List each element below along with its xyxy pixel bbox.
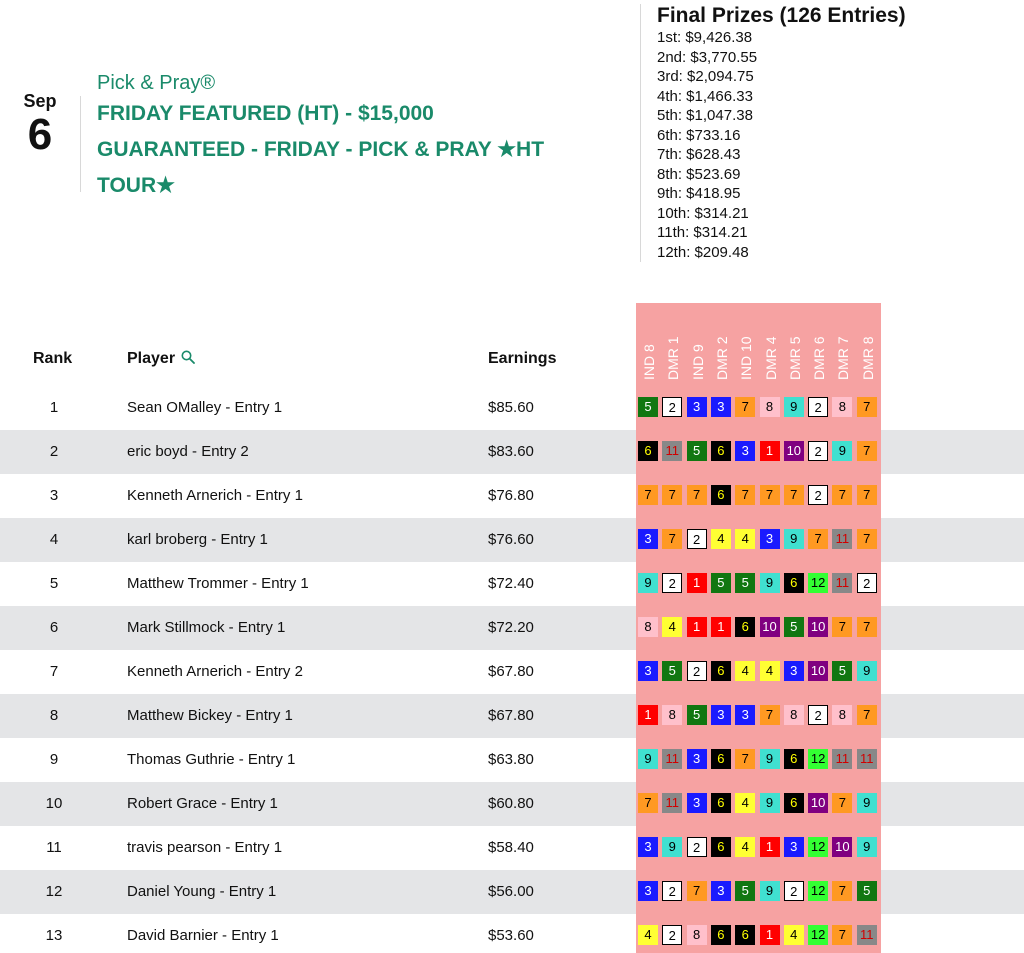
pick-chip: 12 [808, 881, 828, 901]
pick-chip: 3 [687, 397, 707, 417]
pick-chip: 2 [687, 529, 707, 549]
pick-chip: 2 [662, 573, 682, 593]
player-name[interactable]: Robert Grace - Entry 1 [127, 795, 278, 812]
pick-chip: 1 [687, 617, 707, 637]
pick-chip: 7 [832, 925, 852, 945]
earnings-cell: $53.60 [488, 927, 534, 944]
pick-chip: 3 [735, 441, 755, 461]
earnings-cell: $72.40 [488, 575, 534, 592]
pick-chip: 7 [857, 441, 877, 461]
pick-chip: 5 [662, 661, 682, 681]
earnings-cell: $67.80 [488, 663, 534, 680]
pick-chip: 3 [687, 793, 707, 813]
pick-chip: 1 [760, 837, 780, 857]
earnings-cell: $63.80 [488, 751, 534, 768]
pick-chip: 12 [808, 925, 828, 945]
prize-item: 5th: $1,047.38 [657, 107, 753, 124]
race-column-header[interactable]: DMR 1 [665, 336, 682, 380]
pick-chip: 3 [638, 529, 658, 549]
earnings-cell: $83.60 [488, 443, 534, 460]
player-name[interactable]: Daniel Young - Entry 1 [127, 883, 277, 900]
pick-chip: 9 [638, 749, 658, 769]
pick-chip: 4 [760, 661, 780, 681]
prize-item: 10th: $314.21 [657, 204, 749, 222]
earnings-cell: $56.00 [488, 883, 534, 900]
pick-chip: 7 [857, 485, 877, 505]
pick-chip: 3 [687, 749, 707, 769]
pick-chip: 10 [784, 441, 804, 461]
pick-chip: 8 [662, 705, 682, 725]
prize-item: 3rd: $2,094.75 [657, 68, 754, 85]
player-name[interactable]: David Barnier - Entry 1 [127, 927, 279, 944]
pick-chip: 1 [687, 573, 707, 593]
magnifier-icon[interactable] [181, 350, 195, 369]
rank-cell: 11 [46, 839, 62, 856]
pick-chip: 6 [711, 749, 731, 769]
prize-item: 6th: $733.16 [657, 126, 741, 144]
player-name[interactable]: Thomas Guthrie - Entry 1 [127, 751, 296, 768]
pick-chip: 2 [857, 573, 877, 593]
race-column-header[interactable]: DMR 4 [762, 336, 779, 380]
pick-chip: 7 [832, 793, 852, 813]
pick-chip: 7 [687, 881, 707, 901]
pick-chip: 7 [735, 397, 755, 417]
event-title-line-3: TOUR★ [97, 174, 175, 197]
game-type: Pick & Pray® [97, 72, 216, 94]
pick-chip: 8 [832, 397, 852, 417]
pick-chip: 9 [760, 881, 780, 901]
pick-chip: 11 [857, 749, 877, 769]
pick-chip: 9 [784, 529, 804, 549]
pick-chip: 2 [808, 397, 828, 417]
race-column-header[interactable]: IND 10 [738, 336, 755, 380]
pick-chip: 3 [638, 837, 658, 857]
pick-chip: 11 [662, 441, 682, 461]
player-name[interactable]: travis pearson - Entry 1 [127, 839, 283, 856]
rank-cell: 9 [49, 751, 59, 768]
pick-chip: 7 [857, 705, 877, 725]
pick-chip: 2 [687, 837, 707, 857]
pick-chip: 3 [711, 397, 731, 417]
pick-chip: 1 [638, 705, 658, 725]
pick-chip: 7 [784, 485, 804, 505]
pick-chip: 4 [662, 617, 682, 637]
pick-chip: 11 [662, 793, 682, 813]
pick-chip: 7 [735, 749, 755, 769]
pick-chip: 5 [735, 573, 755, 593]
pick-chip: 9 [857, 793, 877, 813]
event-date [0, 90, 80, 158]
pick-chip: 10 [808, 661, 828, 681]
pick-chip: 7 [760, 485, 780, 505]
earnings-header[interactable]: Earnings [488, 350, 557, 367]
pick-chip: 3 [711, 705, 731, 725]
pick-chip: 8 [784, 705, 804, 725]
pick-chip: 2 [687, 661, 707, 681]
prize-item: 2nd: $3,770.55 [657, 48, 758, 66]
event-day: 6 [27, 110, 53, 159]
pick-chip: 3 [711, 881, 731, 901]
player-name[interactable]: eric boyd - Entry 2 [127, 443, 249, 460]
rank-cell: 12 [45, 883, 63, 900]
pick-chip: 4 [638, 925, 658, 945]
pick-chip: 5 [687, 441, 707, 461]
earnings-cell: $58.40 [488, 839, 534, 856]
pick-chip: 6 [711, 661, 731, 681]
pick-chip: 11 [857, 925, 877, 945]
race-column-header[interactable]: DMR 8 [859, 336, 876, 380]
prize-item: 1st: $9,426.38 [657, 29, 753, 46]
pick-chip: 7 [735, 485, 755, 505]
rank-cell: 7 [49, 663, 59, 680]
prize-item: 4th: $1,466.33 [657, 87, 753, 105]
rank-cell: 6 [49, 619, 59, 636]
pick-chip: 3 [784, 837, 804, 857]
pick-chip: 6 [711, 837, 731, 857]
pick-chip: 7 [662, 529, 682, 549]
pick-chip: 3 [638, 881, 658, 901]
pick-chip: 9 [784, 397, 804, 417]
pick-chip: 4 [735, 837, 755, 857]
pick-chip: 7 [687, 485, 707, 505]
pick-chip: 5 [711, 573, 731, 593]
pick-chip: 6 [784, 749, 804, 769]
event-month: Sep [23, 91, 57, 111]
pick-chip: 4 [711, 529, 731, 549]
pick-chip: 9 [857, 837, 877, 857]
prizes-heading: Final Prizes (126 Entries) [657, 4, 906, 27]
pick-chip: 8 [687, 925, 707, 945]
race-column-header[interactable]: DMR 5 [786, 336, 803, 380]
pick-chip: 10 [760, 617, 780, 637]
pick-chip: 7 [638, 793, 658, 813]
pick-chip: 6 [784, 573, 804, 593]
pick-chip: 7 [662, 485, 682, 505]
pick-chip: 8 [638, 617, 658, 637]
pick-chip: 11 [832, 529, 852, 549]
pick-chip: 7 [857, 397, 877, 417]
pick-chip: 2 [784, 881, 804, 901]
pick-chip: 9 [662, 837, 682, 857]
pick-chip: 4 [735, 529, 755, 549]
pick-chip: 7 [857, 617, 877, 637]
player-header[interactable] [127, 350, 195, 369]
pick-chip: 6 [711, 925, 731, 945]
pick-chip: 7 [638, 485, 658, 505]
pick-chip: 3 [638, 661, 658, 681]
player-name[interactable]: Mark Stillmock - Entry 1 [127, 619, 286, 636]
pick-chip: 7 [808, 529, 828, 549]
pick-chip: 3 [784, 661, 804, 681]
player-name[interactable]: Kenneth Arnerich - Entry 2 [127, 663, 303, 680]
pick-chip: 11 [832, 749, 852, 769]
prize-item: 11th: $314.21 [657, 224, 748, 241]
player-name[interactable]: karl broberg - Entry 1 [127, 531, 268, 548]
pick-chip: 11 [662, 749, 682, 769]
pick-chip: 9 [760, 573, 780, 593]
pick-chip: 2 [808, 441, 828, 461]
player-name[interactable]: Kenneth Arnerich - Entry 1 [127, 487, 303, 504]
pick-chip: 9 [857, 661, 877, 681]
race-column-header[interactable]: DMR 2 [713, 336, 730, 380]
pick-chip: 7 [857, 529, 877, 549]
rank-header[interactable]: Rank [33, 350, 73, 367]
earnings-cell: $60.80 [488, 795, 534, 812]
pick-chip: 6 [735, 925, 755, 945]
pick-chip: 4 [784, 925, 804, 945]
date-divider [80, 96, 81, 192]
rank-cell: 3 [49, 487, 59, 504]
pick-chip: 5 [638, 397, 658, 417]
pick-chip: 5 [784, 617, 804, 637]
pick-chip: 12 [808, 573, 828, 593]
pick-chip: 8 [832, 705, 852, 725]
pick-chip: 10 [832, 837, 852, 857]
prize-list [657, 28, 1017, 262]
pick-chip: 2 [662, 881, 682, 901]
pick-chip: 7 [832, 485, 852, 505]
pick-chip: 7 [760, 705, 780, 725]
pick-chip: 12 [808, 837, 828, 857]
pick-chip: 1 [711, 617, 731, 637]
earnings-cell: $85.60 [488, 399, 534, 416]
prize-item: 12th: $209.48 [657, 243, 749, 261]
pick-chip: 9 [760, 749, 780, 769]
pick-chip: 6 [711, 793, 731, 813]
pick-chip: 2 [662, 397, 682, 417]
pick-chip: 1 [760, 925, 780, 945]
pick-chip: 6 [735, 617, 755, 637]
pick-chip: 2 [662, 925, 682, 945]
pick-chip: 12 [808, 749, 828, 769]
pick-chip: 2 [808, 705, 828, 725]
player-name[interactable]: Matthew Trommer - Entry 1 [127, 575, 309, 592]
race-column-header[interactable]: DMR 7 [835, 336, 852, 380]
race-column-header[interactable]: IND 9 [689, 344, 706, 380]
rank-cell: 4 [49, 531, 59, 548]
pick-chip: 9 [638, 573, 658, 593]
pick-chip: 5 [687, 705, 707, 725]
pick-chip: 6 [638, 441, 658, 461]
pick-chip: 1 [760, 441, 780, 461]
earnings-cell: $72.20 [488, 619, 534, 636]
pick-chip: 10 [808, 617, 828, 637]
pick-chip: 8 [760, 397, 780, 417]
pick-chip: 2 [808, 485, 828, 505]
pick-chip: 9 [760, 793, 780, 813]
player-header-label: Player [127, 350, 176, 367]
rank-cell: 10 [45, 795, 63, 812]
final-prizes [657, 4, 1017, 262]
pick-chip: 6 [711, 441, 731, 461]
rank-cell: 8 [49, 707, 59, 724]
rank-cell: 13 [45, 927, 63, 944]
pick-chip: 7 [832, 617, 852, 637]
pick-chip: 7 [832, 881, 852, 901]
earnings-cell: $76.60 [488, 531, 534, 548]
pick-chip: 5 [857, 881, 877, 901]
race-column-header[interactable]: IND 8 [641, 344, 657, 380]
earnings-cell: $76.80 [488, 487, 534, 504]
prize-item: 7th: $628.43 [657, 146, 741, 163]
rank-cell: 5 [49, 575, 59, 592]
rank-cell: 2 [49, 443, 59, 460]
pick-chip: 10 [808, 793, 828, 813]
pick-chip: 4 [735, 793, 755, 813]
event-title-block [97, 70, 637, 204]
event-title-line-2: GUARANTEED - FRIDAY - PICK & PRAY ★HT [97, 138, 545, 161]
pick-chip: 5 [735, 881, 755, 901]
player-name[interactable]: Sean OMalley - Entry 1 [127, 399, 283, 416]
pick-chip: 6 [784, 793, 804, 813]
earnings-cell: $67.80 [488, 707, 534, 724]
pick-chip: 5 [832, 661, 852, 681]
pick-chip: 3 [760, 529, 780, 549]
race-column-header[interactable]: DMR 6 [811, 336, 828, 380]
pick-chip: 3 [735, 705, 755, 725]
pick-chip: 9 [832, 441, 852, 461]
pick-chip: 6 [711, 485, 731, 505]
prizes-divider [640, 4, 641, 262]
player-name[interactable]: Matthew Bickey - Entry 1 [127, 707, 293, 724]
prize-item: 8th: $523.69 [657, 165, 741, 183]
pick-chip: 4 [735, 661, 755, 681]
rank-cell: 1 [49, 399, 59, 416]
pick-chip: 11 [832, 573, 852, 593]
prize-item: 9th: $418.95 [657, 185, 741, 202]
event-title-line-1: FRIDAY FEATURED (HT) - $15,000 [97, 102, 434, 125]
